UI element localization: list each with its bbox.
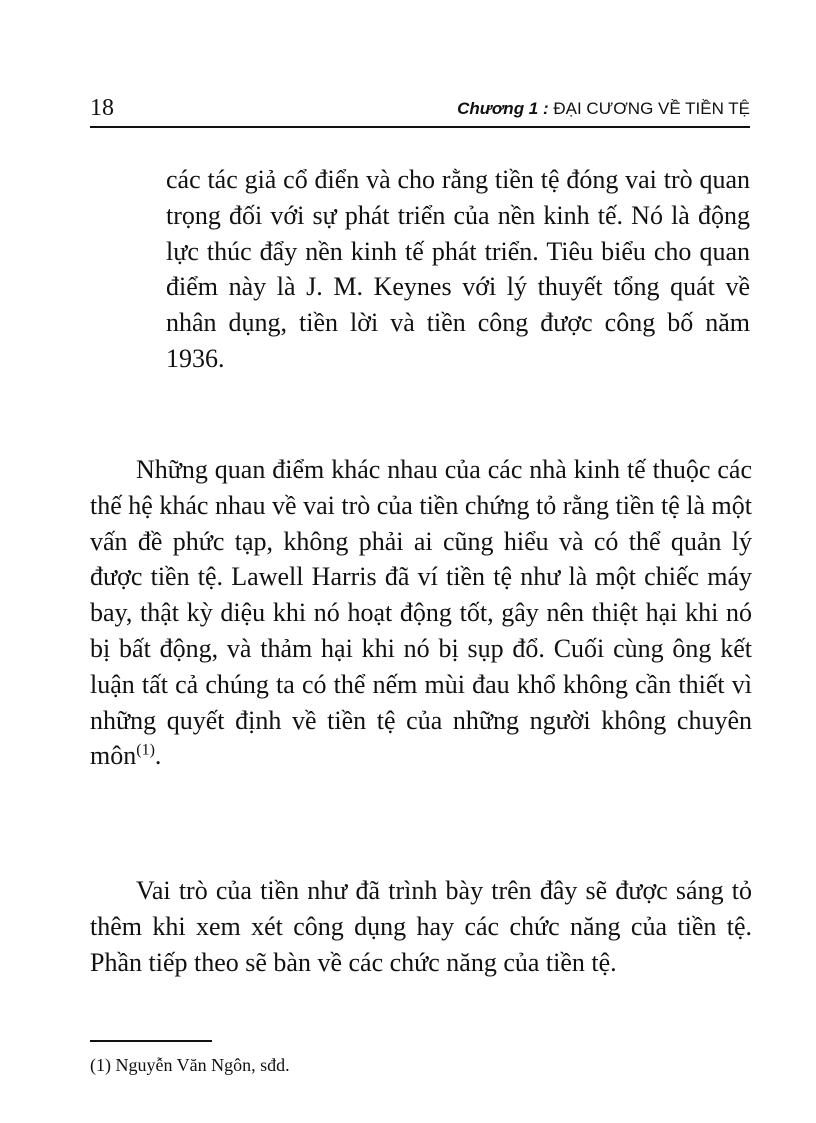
paragraph-2-end: . xyxy=(154,741,162,771)
chapter-label: Chương 1 : xyxy=(457,99,549,118)
running-title xyxy=(457,98,750,120)
paragraph-1: các tác giả cổ điển và cho rằng tiền tệ đóng vai trò quan trọng đối với sự phát triển của nền kinh tế. Nó là động lực thúc đẩy nền kinh tế phát triển. Tiêu biểu cho quan điểm này là J. M. Keynes với lý thuyết tổng quát về nhân dụng, tiền lời và tiền công được công bố năm 1936. xyxy=(166,165,750,373)
footnote-divider xyxy=(90,1040,212,1042)
chapter-title: ĐẠI CƯƠNG VỀ TIỀN TỆ xyxy=(553,99,750,118)
footnote: (1) Nguyễn Văn Ngôn, sđd. xyxy=(90,1055,290,1075)
paragraph-2-text: Những quan điểm khác nhau của các nhà kinh tế thuộc các thế hệ khác nhau về vai trò của tiền chứng tỏ rằng tiền tệ là một vấn đề phức tạp, không phải ai cũng hiểu và có thể quản lý được tiền tệ. Lawell Harris đã ví tiền tệ như là một chiếc máy bay, thật kỳ diệu khi nó hoạt động tốt, gây nên thiệt hại khi nó bị bất động, và thảm hại khi nó bị sụp đổ. Cuối cùng ông kết luận tất cả chúng ta có thể nếm mùi đau khổ không cần thiết vì những quyết định về tiền tệ của những người không chuyên môn xyxy=(90,455,752,771)
footnote-reference: (1) xyxy=(136,741,155,759)
page-number: 18 xyxy=(90,95,114,121)
paragraph-3: Vai trò của tiền như đã trình bày trên đây sẽ được sáng tỏ thêm khi xem xét công dụng hay các chức năng của tiền tệ. Phần tiếp theo sẽ bàn về các chức năng của tiền tệ. xyxy=(90,876,752,977)
paragraph-2 xyxy=(90,452,752,774)
page-header xyxy=(90,92,750,128)
